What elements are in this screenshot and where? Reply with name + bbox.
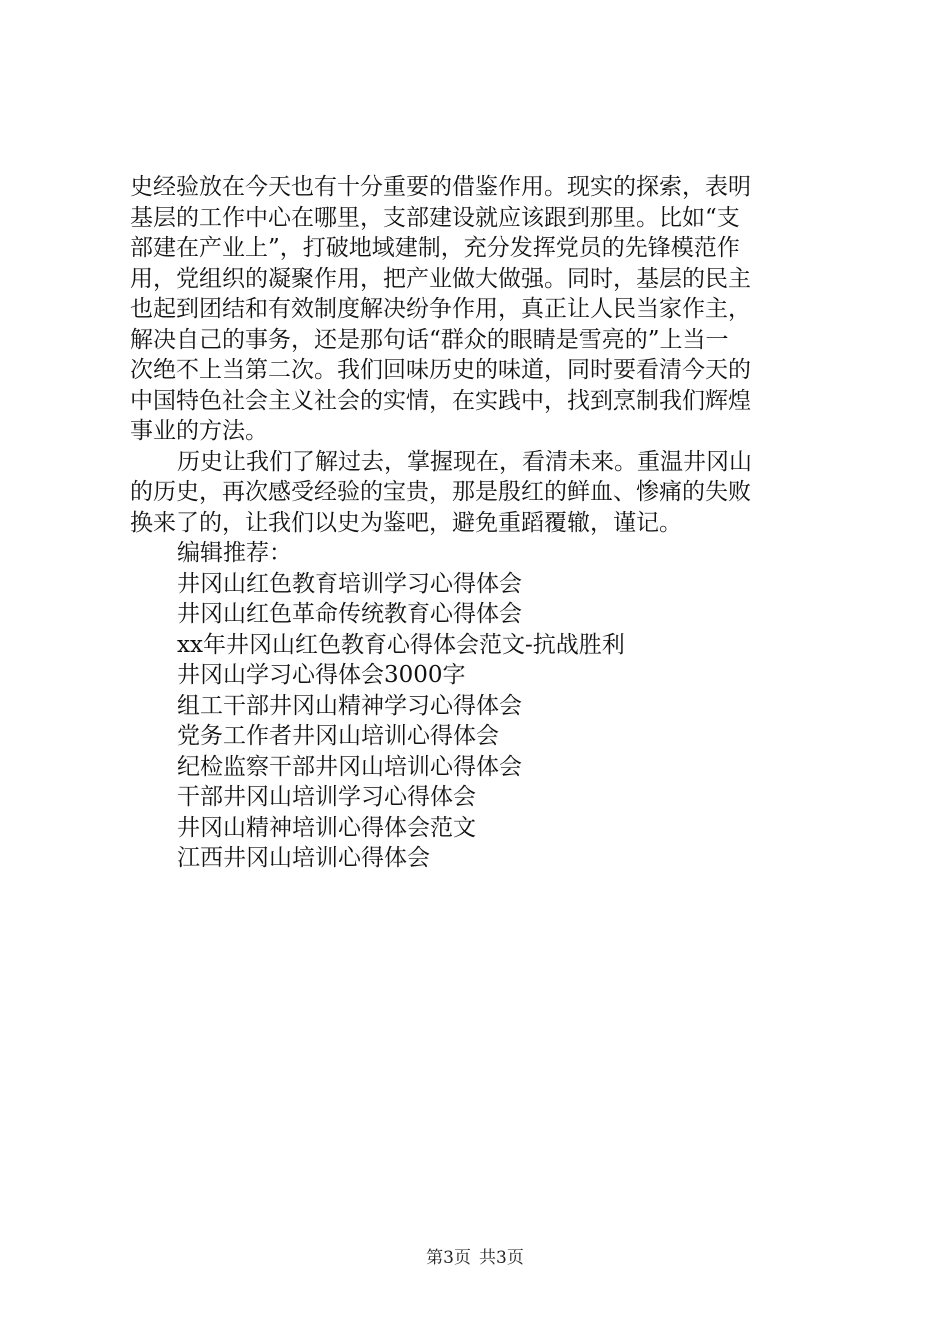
recommend-item[interactable]: 组工干部井冈山精神学习心得体会	[177, 692, 522, 719]
text-line: 部建在产业上”，打破地域建制，充分发挥党员的先锋模范作	[130, 235, 740, 261]
paragraph-2	[130, 447, 830, 539]
page-number-total: 共3页	[479, 1248, 524, 1268]
page-footer	[0, 1243, 950, 1268]
recommend-item[interactable]: 江西井冈山培训心得体会	[177, 845, 430, 871]
text-line: 基层的工作中心在哪里，支部建设就应该跟到那里。比如“支	[130, 204, 740, 231]
text-line: 也起到团结和有效制度解决纷争作用，真正让人民当家作主，	[130, 296, 751, 322]
paragraph-1	[130, 172, 830, 447]
document-body	[130, 172, 830, 874]
recommend-item[interactable]: 干部井冈山培训学习心得体会	[177, 784, 476, 810]
text-line: 换来了的，让我们以史为鉴吧，避免重蹈覆辙，谨记。	[130, 509, 682, 536]
text-line: 中国特色社会主义社会的实情，在实践中，找到烹制我们辉煌	[130, 387, 751, 414]
text-line: 解决自己的事务，还是那句话“群众的眼睛是雪亮的”上当一	[130, 326, 729, 353]
recommend-item[interactable]: xx年井冈山红色教育心得体会范文-抗战胜利	[177, 631, 625, 658]
text-line: 事业的方法。	[130, 418, 268, 444]
recommend-item[interactable]: 井冈山红色革命传统教育心得体会	[177, 601, 522, 627]
recommend-item[interactable]: 井冈山红色教育培训学习心得体会	[177, 570, 522, 597]
text-line: 的历史，再次感受经验的宝贵，那是殷红的鲜血、惨痛的失败	[130, 479, 751, 505]
page-number-current: 第3页	[426, 1248, 471, 1268]
text-line: 历史让我们了解过去，掌握现在，看清未来。重温井冈山	[177, 448, 752, 475]
recommend-list	[130, 569, 830, 874]
text-line: 史经验放在今天也有十分重要的借鉴作用。现实的探索，表明	[130, 174, 751, 200]
recommend-item[interactable]: 纪检监察干部井冈山培训心得体会	[177, 753, 522, 780]
recommend-item[interactable]: 井冈山学习心得体会3000字	[177, 662, 466, 688]
recommend-heading: 编辑推荐：	[177, 540, 292, 566]
text-line: 用，党组织的凝聚作用，把产业做大做强。同时，基层的民主	[130, 265, 751, 292]
recommend-item[interactable]: 井冈山精神培训心得体会范文	[177, 814, 476, 841]
recommend-item[interactable]: 党务工作者井冈山培训心得体会	[177, 723, 499, 749]
text-line: 次绝不上当第二次。我们回味历史的味道，同时要看清今天的	[130, 357, 751, 383]
